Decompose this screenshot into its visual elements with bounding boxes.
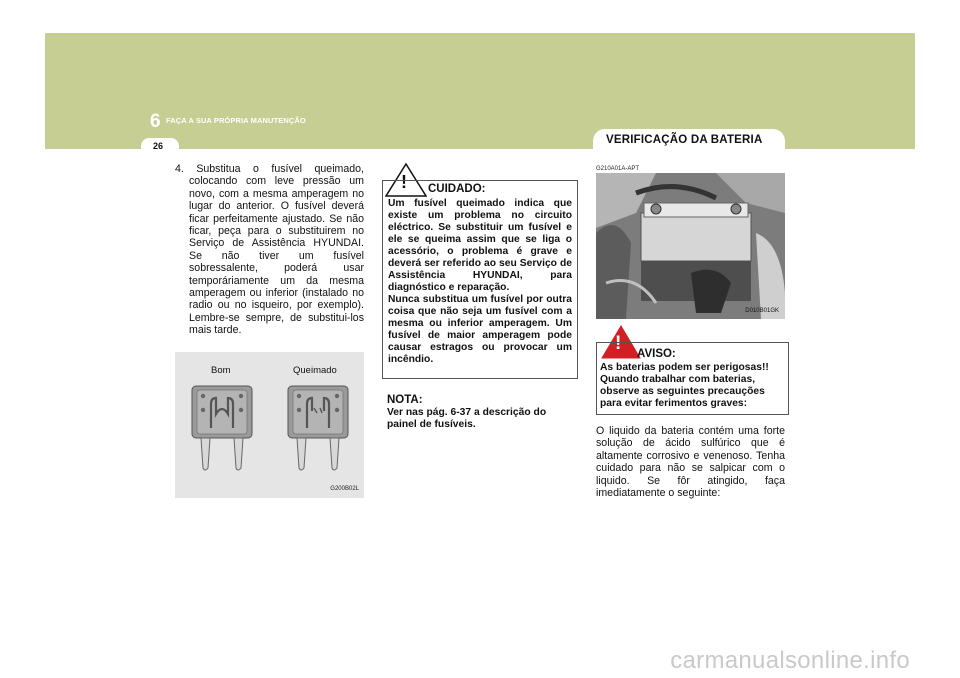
page-number: 26	[153, 141, 164, 151]
caution-box	[382, 180, 578, 379]
fuse-label-blown: Queimado	[293, 365, 337, 376]
fuse-replacement-step	[175, 163, 364, 337]
caution-text-2: Nunca substitua um fusível por outra coisa que não seja um fusível com a mesma ou inferior amperagem. Um fusível de maior amperagem pode causar estragos ou provocar um incêndio.	[388, 294, 572, 365]
battery-engine-illustration	[596, 173, 785, 319]
aviso-text: As baterias podem ser perigosas!! Quando trabalhar com baterias, observe as seguintes precauções para evitar ferimentos graves:	[600, 362, 769, 409]
watermark: carmanualsonline.info	[670, 647, 910, 674]
aviso-title: AVISO:	[637, 348, 676, 360]
good-fuse-icon	[191, 384, 253, 474]
nota-text: Ver nas pág. 6-37 a descrição do painel de fusíveis.	[387, 407, 547, 430]
caution-title: CUIDADO:	[428, 183, 486, 195]
aviso-exclamation: !	[615, 333, 622, 354]
section-title: VERIFICAÇÃO DA BATERIA	[606, 134, 763, 146]
battery-photo	[596, 173, 785, 319]
chapter-number: 6	[150, 111, 161, 132]
battery-acid-text: O liquido da bateria contém uma forte solução de ácido sulfúrico que é altamente corrosivo e venenoso. Tenha cuidado para não se salpicar com o liquido. Se fôr atingido, faça imediatamente o seguinte:	[596, 425, 785, 500]
header-band	[45, 33, 915, 149]
chapter-title: FAÇA A SUA PRÓPRIA MANUTENÇÃO	[166, 116, 306, 125]
battery-photo-code: D010B01GK	[745, 308, 779, 314]
nota-title: NOTA:	[387, 394, 423, 406]
aviso-box	[596, 342, 789, 415]
blown-fuse-icon	[287, 384, 349, 474]
caution-exclamation: !	[401, 172, 407, 192]
caution-text-1: Um fusível queimado indica que existe um problema no circuito eléctrico. Se substituir um fusível e ele se queima assim que se liga o acessório, o problema é grave e deverá ser referido ao seu Serviço de Assistência HYUNDAI, para diagnóstico e reparação.	[388, 198, 572, 293]
step-4-text: 4. Substitua o fusível queimado, colocando com leve pressão um novo, com a mesma amperagem no lugar do anterior. O fusível deverá ficar perfeitamente ajustado. Se não ficar, peça para o substituirem no Serviço de Assistência HYUNDAI. Se não tiver um fusível sobressalente, poderá usar temporáriamente um da mesma amperagem ou inferior (instalado no radio ou no isqueiro, por exemplo). Lembre-se sempre, de substitui-los mais tarde.	[175, 163, 364, 337]
fuse-figure	[175, 352, 364, 498]
fuse-label-good: Bom	[211, 365, 231, 376]
fuse-figure-code: G200B02L	[330, 486, 359, 492]
section-ref-code: G210A01A-APT	[596, 166, 640, 172]
